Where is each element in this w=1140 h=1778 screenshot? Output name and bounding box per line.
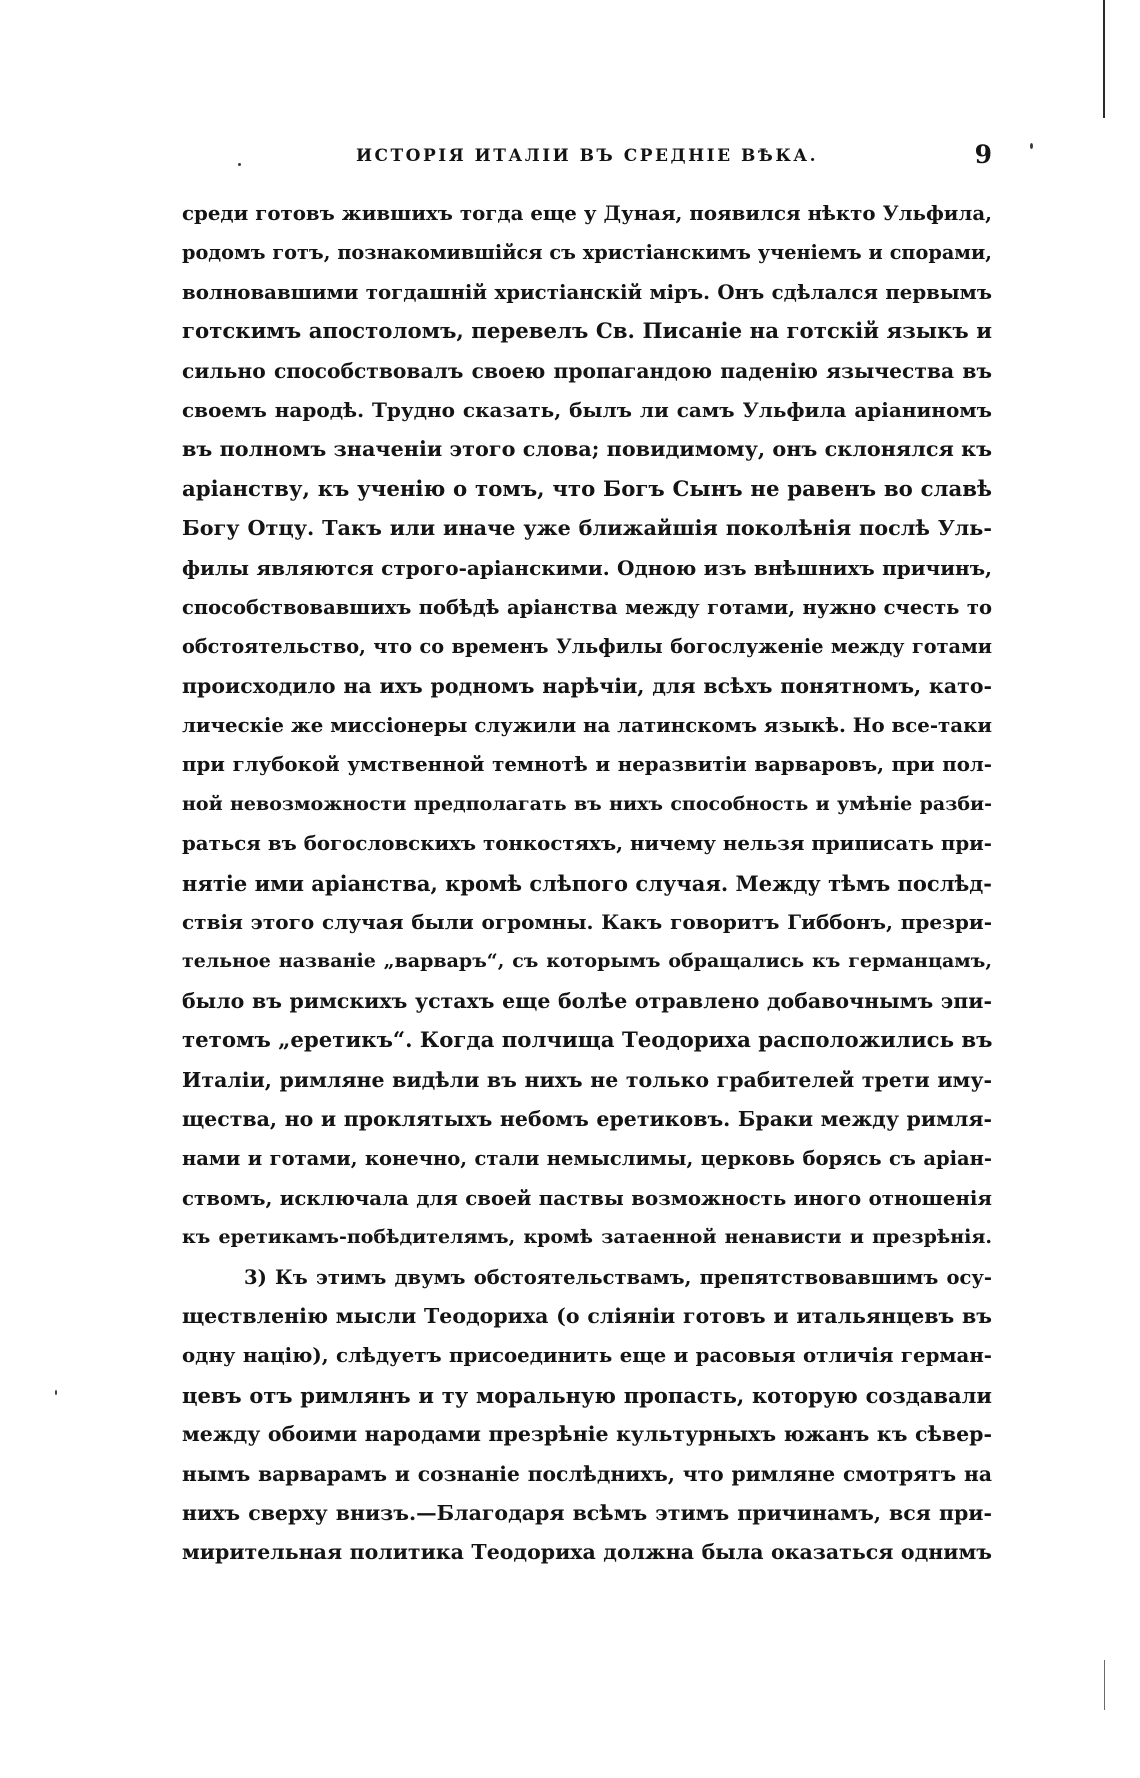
body-text bbox=[182, 194, 992, 1573]
text-line: нихъ сверху внизъ.—Благодаря всѣмъ этимъ причинамъ, вся при- bbox=[182, 1500, 992, 1525]
text-line: мирительная политика Теодориха должна была оказаться однимъ bbox=[182, 1540, 992, 1565]
scan-edge-mark-lower bbox=[1104, 1660, 1105, 1710]
text-line: тетомъ „еретикъ“. Когда полчища Теодориха расположились въ bbox=[182, 1028, 992, 1054]
text-line: среди готовъ жившихъ тогда еще у Дуная, появился нѣкто Ульфила, bbox=[182, 201, 992, 225]
text-line: тельное названіе „варваръ“, съ которымъ обращались къ германцамъ, bbox=[182, 950, 992, 973]
text-line: ствія этого случая были огромны. Какъ говоритъ Гиббонъ, презри- bbox=[182, 910, 992, 935]
text-line: раться въ богословскихъ тонкостяхъ, ничему нельзя приписать при- bbox=[182, 831, 992, 856]
page-number: 9 bbox=[974, 140, 992, 169]
text-line: Богу Отцу. Такъ или иначе уже ближайшія поколѣнія послѣ Уль- bbox=[182, 516, 992, 541]
text-line: аріанству, къ ученію о томъ, что Богъ Сынъ не равенъ во славѣ bbox=[182, 476, 992, 502]
text-line: между обоими народами презрѣніе культурныхъ южанъ къ сѣвер- bbox=[182, 1422, 992, 1447]
text-line: Италіи, римляне видѣли въ нихъ не только грабителей трети иму- bbox=[182, 1067, 992, 1092]
scan-speck bbox=[55, 1390, 57, 1395]
page-header bbox=[182, 140, 992, 176]
text-line: нымъ варварамъ и сознаніе послѣднихъ, что римляне смотрятъ на bbox=[182, 1461, 992, 1486]
scan-edge-mark bbox=[1103, 0, 1105, 118]
text-line: филы являются строго-аріанскими. Одною изъ внѣшнихъ причинъ, bbox=[182, 555, 992, 580]
text-line: цевъ отъ римлянъ и ту моральную пропасть, которую создавали bbox=[182, 1382, 992, 1408]
text-line: ной невозможности предполагать въ нихъ способность и умѣніе разби- bbox=[182, 792, 992, 815]
text-line: обстоятельство, что со временъ Ульфилы богослуженіе между готами bbox=[182, 635, 992, 659]
text-line: щества, но и проклятыхъ небомъ еретиковъ. Браки между римля- bbox=[182, 1106, 992, 1131]
text-line: готскимъ апостоломъ, перевелъ Св. Писаніе на готскій языкъ и bbox=[182, 319, 992, 345]
text-line: въ полномъ значеніи этого слова; повидимому, онъ склонялся къ bbox=[182, 437, 992, 462]
text-line: къ еретикамъ-побѣдителямъ, кромѣ затаенной ненависти и презрѣнія. bbox=[182, 1226, 992, 1249]
text-line: волновавшими тогдашній христіанскій міръ. Онъ сдѣлался первымъ bbox=[182, 279, 992, 304]
text-line: происходило на ихъ родномъ нарѣчіи, для всѣхъ понятномъ, като- bbox=[182, 673, 992, 698]
text-line: ществленію мысли Теодориха (о сліяніи готовъ и итальянцевъ въ bbox=[182, 1303, 992, 1328]
text-line: одну націю), слѣдуетъ присоединить еще и расовыя отличія герман- bbox=[182, 1343, 992, 1368]
text-line: нами и готами, конечно, стали немыслимы, церковь борясь съ аріан- bbox=[182, 1147, 992, 1171]
paragraph-start-line: 3) Къ этимъ двумъ обстоятельствамъ, препятствовавшимъ осу- bbox=[244, 1265, 992, 1289]
text-line: способствовавшихъ побѣдѣ аріанства между готами, нужно счесть то bbox=[182, 595, 992, 619]
text-line: при глубокой умственной темнотѣ и неразвитіи варваровъ, при пол- bbox=[182, 752, 992, 777]
text-line: лическіе же миссіонеры служили на латинскомъ языкѣ. Но все-таки bbox=[182, 713, 992, 738]
running-title: ИСТОРІЯ ИТАЛІИ ВЪ СРЕДНІЕ ВѢКА. bbox=[355, 146, 819, 166]
text-line: нятіе ими аріанства, кромѣ слѣпого случая. Между тѣмъ послѣд- bbox=[182, 870, 992, 896]
text-line: сильно способствовалъ своею пропагандою паденію язычества въ bbox=[182, 358, 992, 383]
text-line: своемъ народѣ. Трудно сказать, былъ ли самъ Ульфила аріаниномъ bbox=[182, 397, 992, 422]
text-line: ствомъ, исключала для своей паствы возможность иного отношенія bbox=[182, 1185, 992, 1210]
text-line: родомъ готъ, познакомившійся съ христіанскимъ ученіемъ и спорами, bbox=[182, 241, 992, 265]
text-line: было въ римскихъ устахъ еще болѣе отравлено добавочнымъ эпи- bbox=[182, 988, 992, 1013]
scan-speck bbox=[1030, 143, 1033, 149]
